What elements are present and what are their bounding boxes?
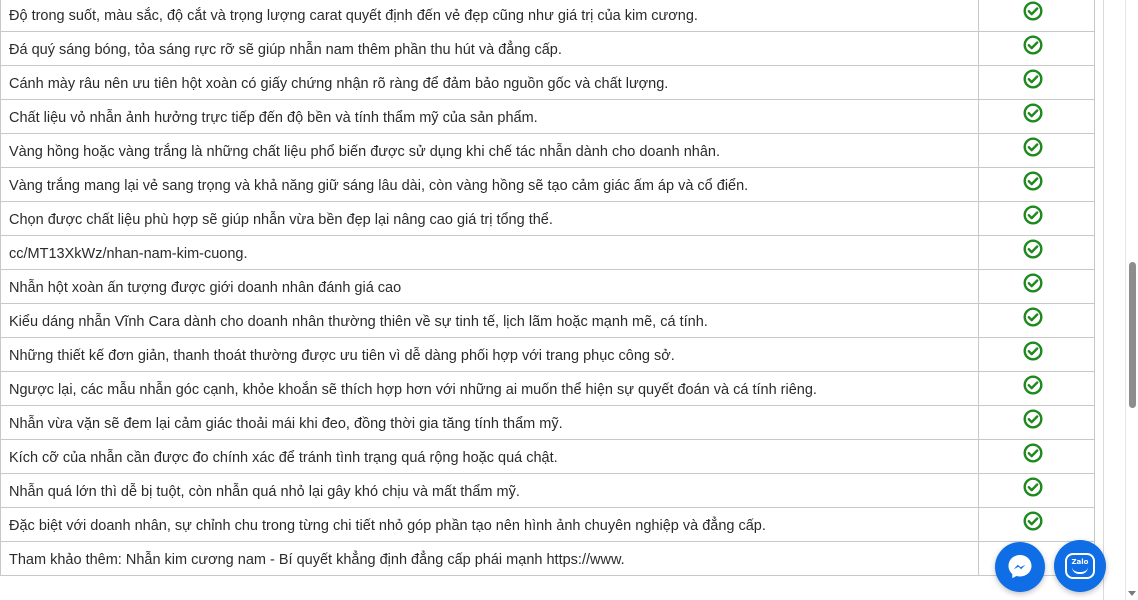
check-circle-icon: [1023, 341, 1043, 361]
zalo-label: Zalo: [1071, 558, 1089, 566]
check-circle-icon: [1023, 477, 1043, 497]
table-row: [1, 168, 1095, 202]
row-text: Vàng hồng hoặc vàng trắng là những chất liệu phổ biến được sử dụng khi chế tác nhẫn dành cho doanh nhân.: [1, 134, 979, 168]
row-status-cell: [979, 304, 1095, 338]
checklist-body: [1, 0, 1095, 576]
check-circle-icon: [1023, 239, 1043, 259]
row-text: Kiểu dáng nhẫn Vĩnh Cara dành cho doanh nhân thường thiên về sự tinh tế, lịch lãm hoặc mạnh mẽ, cá tính.: [1, 304, 979, 338]
zalo-icon: [1065, 553, 1095, 579]
check-circle-icon: [1023, 273, 1043, 293]
check-circle-icon: [1023, 103, 1043, 123]
row-status-cell: [979, 338, 1095, 372]
table-row: [1, 236, 1095, 270]
row-status-cell: [979, 0, 1095, 32]
table-row: [1, 100, 1095, 134]
row-status-cell: [979, 508, 1095, 542]
row-text: Nhẫn quá lớn thì dễ bị tuột, còn nhẫn quá nhỏ lại gây khó chịu và mất thẩm mỹ.: [1, 474, 979, 508]
row-status-cell: [979, 32, 1095, 66]
row-text: Đá quý sáng bóng, tỏa sáng rực rỡ sẽ giúp nhẫn nam thêm phần thu hút và đẳng cấp.: [1, 32, 979, 66]
table-row: [1, 338, 1095, 372]
row-text: Chất liệu vỏ nhẫn ảnh hưởng trực tiếp đến độ bền và tính thẩm mỹ của sản phẩm.: [1, 100, 979, 134]
check-circle-icon: [1023, 443, 1043, 463]
row-status-cell: [979, 134, 1095, 168]
table-row: [1, 270, 1095, 304]
table-row: [1, 406, 1095, 440]
table-row: [1, 32, 1095, 66]
row-text: Kích cỡ của nhẫn cần được đo chính xác để tránh tình trạng quá rộng hoặc quá chật.: [1, 440, 979, 474]
row-text: Những thiết kế đơn giản, thanh thoát thường được ưu tiên vì dễ dàng phối hợp với trang phục công sở.: [1, 338, 979, 372]
row-status-cell: [979, 100, 1095, 134]
row-status-cell: [979, 372, 1095, 406]
table-row: [1, 304, 1095, 338]
row-text: Nhẫn vừa vặn sẽ đem lại cảm giác thoải mái khi đeo, đồng thời gia tăng tính thẩm mỹ.: [1, 406, 979, 440]
table-row: [1, 134, 1095, 168]
row-status-cell: [979, 202, 1095, 236]
row-status-cell: [979, 168, 1095, 202]
vertical-scrollbar[interactable]: [1125, 0, 1138, 600]
row-text: Cánh mày râu nên ưu tiên hột xoàn có giấy chứng nhận rõ ràng để đảm bảo nguồn gốc và chất lượng.: [1, 66, 979, 100]
scroll-down-arrow-icon[interactable]: [1128, 591, 1136, 596]
row-text: Chọn được chất liệu phù hợp sẽ giúp nhẫn vừa bền đẹp lại nâng cao giá trị tổng thể.: [1, 202, 979, 236]
row-text: cc/MT13XkWz/nhan-nam-kim-cuong.: [1, 236, 979, 270]
check-circle-icon: [1023, 35, 1043, 55]
row-text: Ngược lại, các mẫu nhẫn góc cạnh, khỏe khoắn sẽ thích hợp hơn với những ai muốn thể hiện sự quyết đoán và cá tính riêng.: [1, 372, 979, 406]
check-circle-icon: [1023, 205, 1043, 225]
content-edge-divider: [1103, 0, 1104, 600]
check-circle-icon: [1023, 511, 1043, 531]
check-circle-icon: [1023, 375, 1043, 395]
row-text: Độ trong suốt, màu sắc, độ cắt và trọng lượng carat quyết định đến vẻ đẹp cũng như giá trị của kim cương.: [1, 0, 979, 32]
check-circle-icon: [1023, 409, 1043, 429]
table-row: [1, 202, 1095, 236]
table-row: [1, 372, 1095, 406]
table-row: [1, 0, 1095, 32]
row-status-cell: [979, 406, 1095, 440]
zalo-chat-button[interactable]: [1054, 540, 1106, 592]
table-row: [1, 508, 1095, 542]
row-text: Vàng trắng mang lại vẻ sang trọng và khả năng giữ sáng lâu dài, còn vàng hồng sẽ tạo cảm giác ấm áp và cổ điển.: [1, 168, 979, 202]
row-text: Đặc biệt với doanh nhân, sự chỉnh chu trong từng chi tiết nhỏ góp phần tạo nên hình ảnh chuyên nghiệp và đẳng cấp.: [1, 508, 979, 542]
check-circle-icon: [1023, 171, 1043, 191]
table-row: [1, 474, 1095, 508]
check-circle-icon: [1023, 69, 1043, 89]
scrollbar-thumb[interactable]: [1129, 262, 1136, 408]
row-text: Tham khảo thêm: Nhẫn kim cương nam - Bí quyết khẳng định đẳng cấp phái mạnh https://www.: [1, 542, 979, 576]
row-status-cell: [979, 474, 1095, 508]
table-row: [1, 440, 1095, 474]
row-text: Nhẫn hột xoàn ấn tượng được giới doanh nhân đánh giá cao: [1, 270, 979, 304]
row-status-cell: [979, 440, 1095, 474]
zalo-smile-mark: [1072, 567, 1088, 574]
table-row: [1, 66, 1095, 100]
table-row: [1, 542, 1095, 576]
messenger-icon: [1005, 552, 1035, 582]
row-status-cell: [979, 236, 1095, 270]
check-circle-icon: [1023, 1, 1043, 21]
row-status-cell: [979, 270, 1095, 304]
messenger-chat-button[interactable]: [995, 542, 1045, 592]
row-status-cell: [979, 66, 1095, 100]
check-circle-icon: [1023, 137, 1043, 157]
check-circle-icon: [1023, 307, 1043, 327]
